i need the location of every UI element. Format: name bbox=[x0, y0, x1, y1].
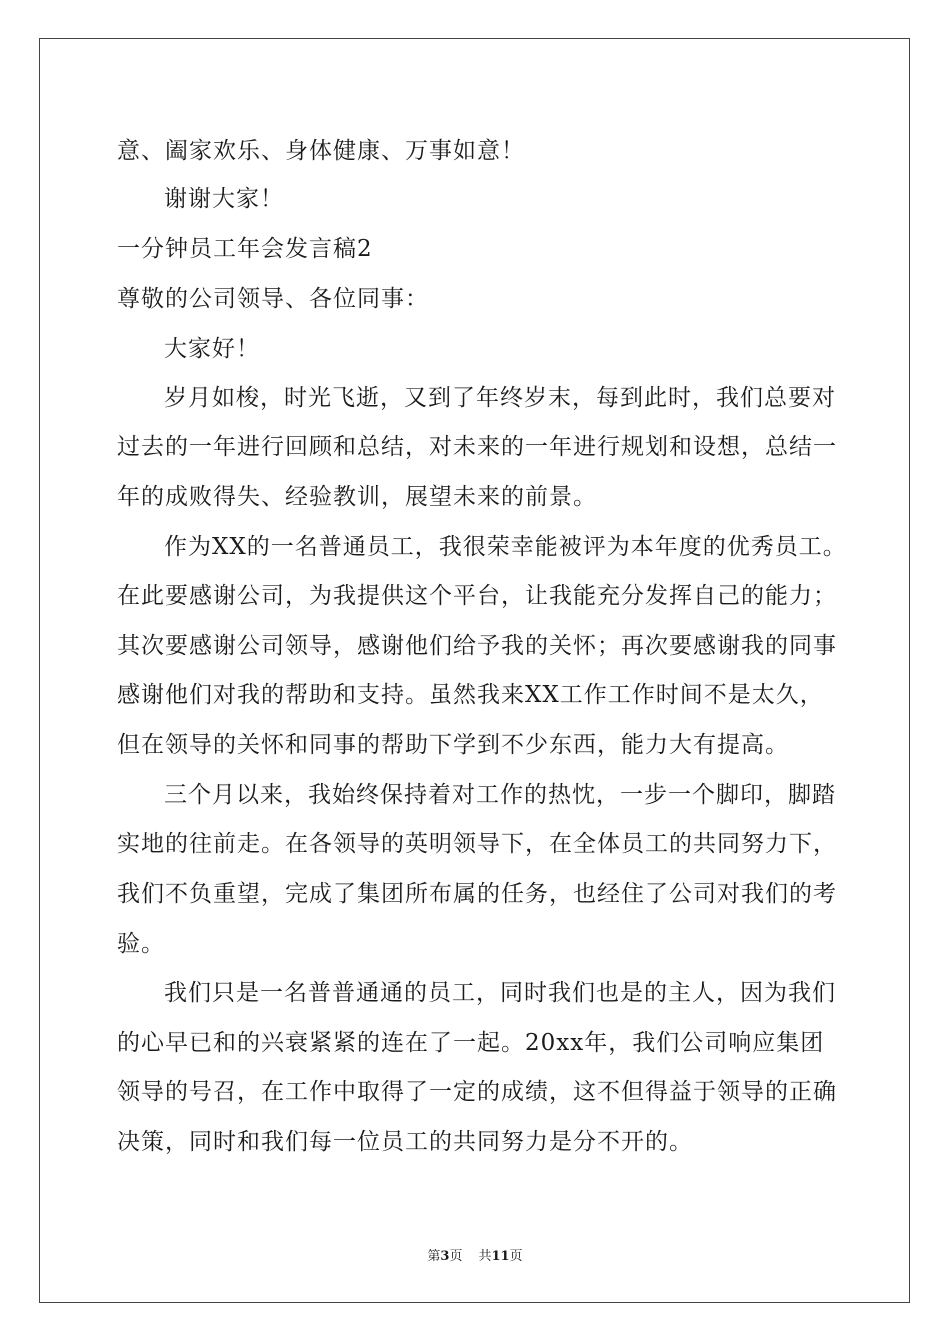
text-line: 过去的一年进行回顾和总结，对未来的一年进行规划和设想，总结一 bbox=[117, 434, 837, 460]
total-prefix: 共 bbox=[478, 1249, 492, 1264]
text-line: 领导的号召，在工作中取得了一定的成绩，这不但得益于领导的正确 bbox=[117, 1079, 837, 1105]
text-line: 我们不负重望，完成了集团所布属的任务，也经住了公司对我们的考 bbox=[117, 881, 837, 907]
text-line: 意、阖家欢乐、身体健康、万事如意！ bbox=[117, 138, 525, 164]
text-line: 谢谢大家！ bbox=[164, 186, 284, 212]
text-line: 感谢他们对我的帮助和支持。虽然我来XX工作工作时间不是太久， bbox=[117, 682, 824, 708]
text-line: 年的成败得失、经验教训，展望未来的前景。 bbox=[117, 484, 597, 510]
page-unit: 页 bbox=[449, 1249, 463, 1264]
page-border bbox=[39, 38, 910, 1303]
text-line: 实地的往前走。在各领导的英明领导下，在全体员工的共同努力下， bbox=[117, 831, 837, 857]
text-line: 决策，同时和我们每一位员工的共同努力是分不开的。 bbox=[117, 1129, 693, 1155]
text-line: 但在领导的关怀和同事的帮助下学到不少东西，能力大有提高。 bbox=[117, 732, 789, 758]
text-line: 作为XX的一名普通员工，我很荣幸能被评为本年度的优秀员工。 bbox=[164, 534, 847, 560]
text-line: 我们只是一名普普通通的员工，同时我们也是的主人，因为我们 bbox=[164, 980, 836, 1006]
text-line: 在此要感谢公司，为我提供这个平台，让我能充分发挥自己的能力； bbox=[117, 583, 837, 609]
greeting: 大家好！ bbox=[164, 336, 260, 362]
total-unit: 页 bbox=[509, 1249, 523, 1264]
page-current: 3 bbox=[440, 1249, 450, 1264]
text-line: 岁月如梭，时光飞逝，又到了年终岁末，每到此时，我们总要对 bbox=[164, 385, 836, 411]
text-line: 的心早已和的兴衰紧紧的连在了一起。20xx年，我们公司响应集团 bbox=[117, 1030, 825, 1056]
page-prefix: 第 bbox=[427, 1249, 441, 1264]
salutation: 尊敬的公司领导、各位同事： bbox=[117, 286, 429, 312]
text-line: 其次要感谢公司领导，感谢他们给予我的关怀；再次要感谢我的同事 bbox=[117, 633, 837, 659]
section-title: 一分钟员工年会发言稿2 bbox=[117, 236, 373, 262]
text-line: 验。 bbox=[117, 931, 165, 957]
page-footer bbox=[0, 1248, 950, 1266]
page-total: 11 bbox=[491, 1249, 510, 1264]
text-line: 三个月以来，我始终保持着对工作的热忱，一步一个脚印，脚踏 bbox=[164, 782, 836, 808]
